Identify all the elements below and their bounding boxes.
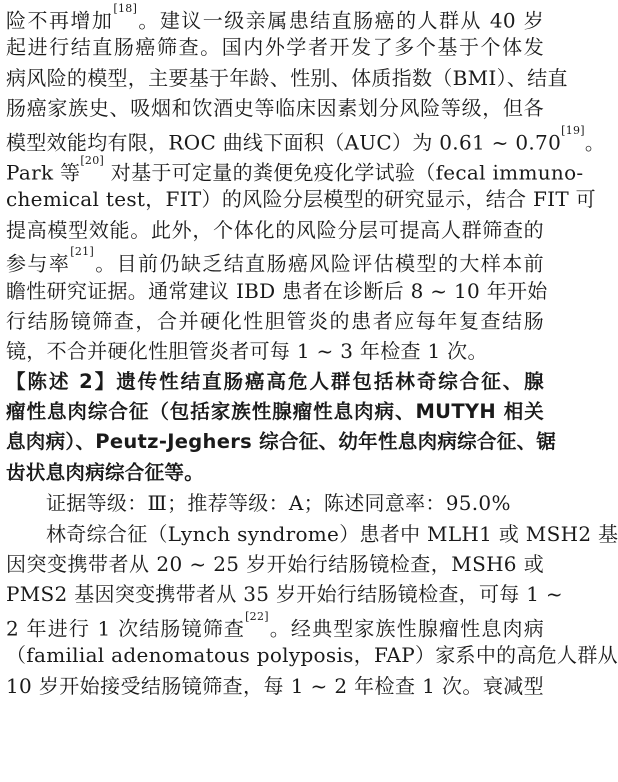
statement-text-line: 瘤性息肉综合征（包括家族性腺瘤性息肉病、MUTYH 相关 bbox=[6, 400, 544, 424]
citation-reference: [20] bbox=[80, 153, 105, 167]
citation-reference: [21] bbox=[70, 245, 95, 259]
body-text-line: 林奇综合征（Lynch syndrome）患者中 MLH1 或 MSH2 基 bbox=[46, 521, 618, 546]
body-text-line: 镜，不合并硬化性胆管炎者可每 1 ~ 3 年检查 1 次。 bbox=[6, 339, 488, 364]
body-text-line: 险不再增加[18]。建议一级亲属患结直肠癌的人群从 40 岁 bbox=[6, 2, 544, 33]
evidence-grade-line: 证据等级：Ⅲ；推荐等级：A；陈述同意率：95.0% bbox=[46, 491, 511, 516]
body-text-line: 病风险的模型，主要基于年龄、性别、体质指数（BMI）、结直 bbox=[6, 65, 568, 90]
body-text-line: 模型效能均有限，ROC 曲线下面积（AUC）为 0.61 ~ 0.70[19]。 bbox=[6, 123, 606, 155]
statement-text-line: 息肉病）、Peutz-Jeghers 综合征、幼年性息肉病综合征、锯 bbox=[6, 430, 557, 454]
citation-reference: [22] bbox=[245, 609, 269, 623]
body-text-line: Park 等[20] 对基于可定量的粪便免疫化学试验（fecal immuno- bbox=[6, 153, 584, 185]
citation-reference: [18] bbox=[113, 2, 138, 15]
body-text-line: 起进行结直肠癌筛查。国内外学者开发了多个基于个体发 bbox=[6, 35, 544, 60]
body-text-line: 行结肠镜筛查，合并硬化性胆管炎的患者应每年复查结肠 bbox=[6, 308, 544, 333]
body-text-line: 提高模型效能。此外，个体化的风险分层可提高人群筛查的 bbox=[6, 217, 544, 242]
body-text-line: 2 年进行 1 次结肠镜筛查[22]。经典型家族性腺瘤性息肉病 bbox=[6, 609, 544, 641]
body-text-line: 肠癌家族史、吸烟和饮酒史等临床因素划分风险等级，但各 bbox=[6, 96, 544, 121]
body-text-line: PMS2 基因突变携带者从 35 岁开始行结肠镜检查，可每 1 ~ bbox=[6, 582, 563, 607]
body-text-line: （familial adenomatous polyposis，FAP）家系中的高危人群从 bbox=[6, 643, 618, 668]
body-text-line: chemical test，FIT）的风险分层模型的研究显示，结合 FIT 可 bbox=[6, 187, 596, 212]
body-text-line: 因突变携带者从 20 ~ 25 岁开始行结肠镜检查，MSH6 或 bbox=[6, 552, 544, 577]
citation-reference: [19] bbox=[561, 123, 585, 137]
body-text-line: 瞻性研究证据。通常建议 IBD 患者在诊断后 8 ~ 10 年开始 bbox=[6, 278, 548, 303]
body-text-line: 10 岁开始接受结肠镜筛查，每 1 ~ 2 年检查 1 次。衰减型 bbox=[6, 673, 544, 698]
statement-heading-line: 【陈述 2】遗传性结直肠癌高危人群包括林奇综合征、腺 bbox=[6, 369, 544, 393]
body-text-line: 参与率[21]。目前仍缺乏结直肠癌风险评估模型的大样本前 bbox=[6, 245, 544, 276]
statement-text-line: 齿状息肉病综合征等。 bbox=[6, 460, 205, 484]
